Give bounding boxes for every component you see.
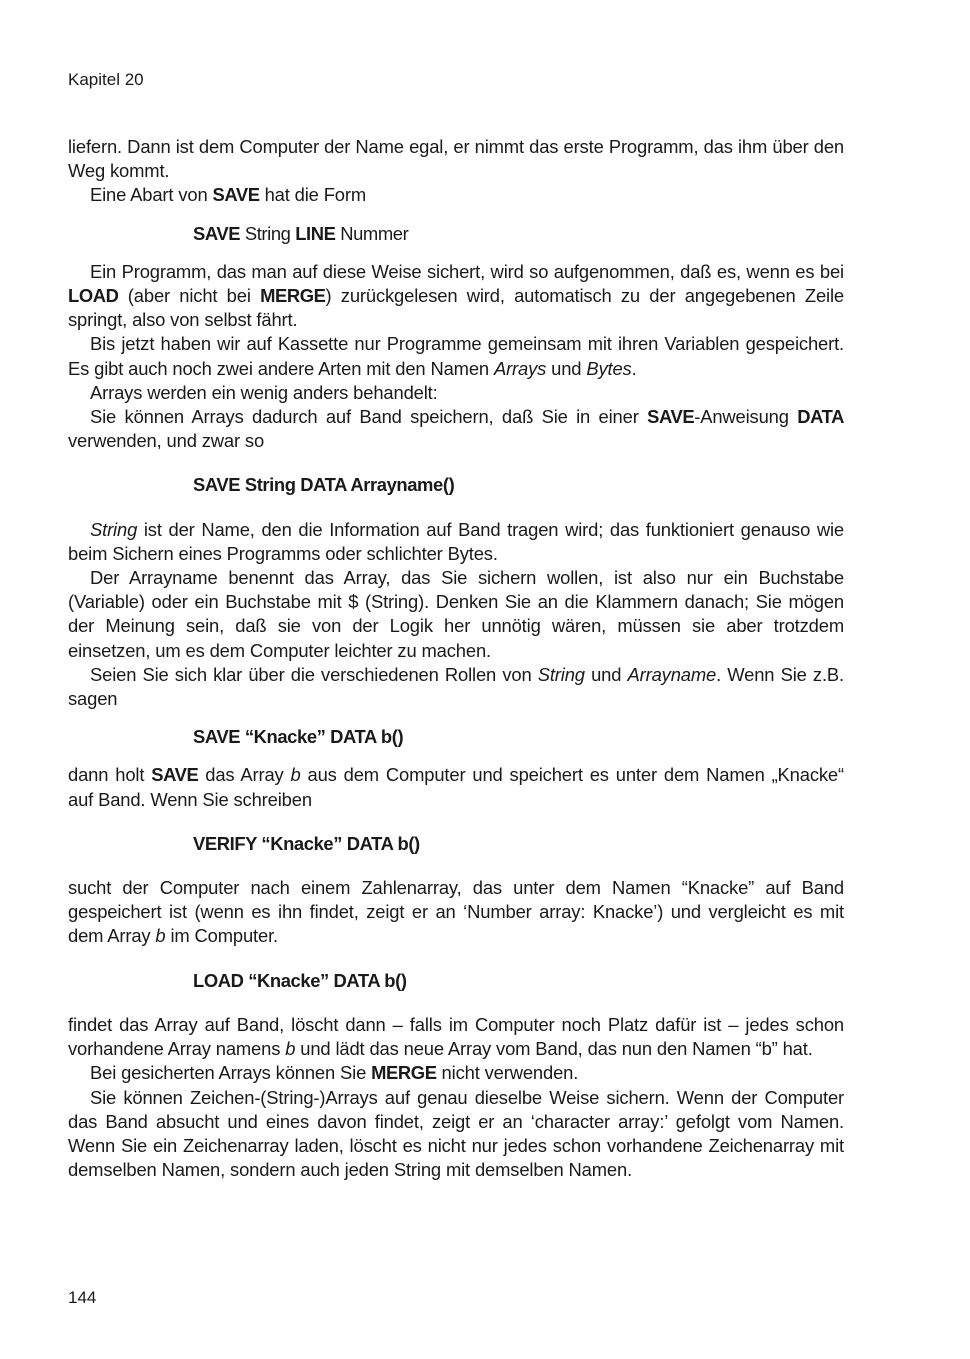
text-run: String (240, 222, 296, 244)
text-run: das Array (198, 764, 291, 786)
text-run: . (631, 357, 637, 379)
text-run: sucht der Computer nach einem Zahlenarray, das unter dem Namen “Knacke” auf Band gespeichert ist (wenn es ihn findet, zeigt er an ‘Number array: Knacke’) und vergleicht es mit dem Array (68, 877, 844, 947)
paragraph (68, 663, 844, 711)
text-run: Eine Abart von (90, 184, 213, 206)
italic-term: Bytes (586, 357, 632, 379)
text-run: Nummer (335, 222, 409, 244)
paragraph (68, 260, 844, 333)
text-run: und (546, 357, 587, 379)
page-body (68, 135, 844, 1182)
paragraph: Arrays werden ein wenig anders behandelt: (90, 381, 438, 403)
text-run: ) zurückgelesen wird, automatisch zu der angegebenen Zeile springt, also von selbst fährt. (68, 285, 844, 331)
paragraph (68, 518, 844, 566)
text-run: findet das Array auf Band, löscht dann – falls im Computer noch Platz dafür ist – jedes schon vorhandene Array namens (68, 1013, 844, 1060)
text-run: nicht verwenden. (436, 1062, 579, 1084)
paragraph (68, 1061, 844, 1085)
italic-term: b (285, 1038, 296, 1060)
code-line-save-line (68, 222, 844, 246)
keyword-merge: MERGE (260, 285, 326, 307)
paragraph (68, 183, 844, 207)
paragraph (68, 763, 844, 811)
code-line-save-data: SAVE String DATA Arrayname() (193, 474, 455, 496)
text-run: Ein Programm, das man auf diese Weise sichert, wird so aufgenommen, daß es, wenn es bei (90, 260, 844, 282)
keyword-load: LOAD (68, 285, 119, 307)
text-run: verwenden, und zwar so (68, 430, 265, 452)
keyword-line: LINE (295, 222, 336, 244)
text-run: im Computer. (165, 925, 279, 947)
paragraph: Sie können Zeichen-(String-)Arrays auf genau dieselbe Weise sichern. Wenn der Computer das Band absucht und eines davon findet, zeigt er an ‘character array:’ gefolgt vom Namen. Wenn Sie ein Zeichenarray laden, löscht es nicht nur jedes schon vorhandene Zeichenarray mit demselben Namen, sondern auch jeden String mit demselben Namen. (68, 1086, 844, 1181)
text-run: . Wenn Sie z.B. sagen (68, 663, 844, 710)
text-run: Bis jetzt haben wir auf Kassette nur Programme gemeinsam mit ihren Variablen gespeichert. Es gibt auch noch zwei andere Arten mit den Namen (68, 333, 844, 379)
code-line-save-knacke: SAVE “Knacke” DATA b() (193, 726, 404, 748)
keyword-data: DATA (797, 406, 844, 428)
italic-term: Arrayname (627, 663, 717, 685)
text-run: -Anweisung (694, 406, 798, 428)
text-run: aus dem Computer und speichert es unter dem Namen „Knacke“ auf Band. Wenn Sie schreiben (68, 764, 844, 810)
text-run: und (584, 663, 628, 685)
paragraph: liefern. Dann ist dem Computer der Name egal, er nimmt das erste Programm, das ihm über den Weg kommt. (68, 136, 844, 182)
italic-term: b (155, 925, 166, 947)
italic-term: String (537, 663, 585, 685)
text-run: ist der Name, den die Information auf Band tragen wird; das funktioniert genauso wie beim Sichern eines Programms oder schlichter Bytes. (68, 518, 844, 564)
keyword-merge: MERGE (371, 1062, 437, 1084)
paragraph (68, 332, 844, 380)
paragraph: Der Arrayname benennt das Array, das Sie sichern wollen, ist also nur ein Buchstabe (Variable) oder ein Buchstabe mit $ (String). Denken Sie an die Klammern danach; Sie mögen der Meinung sein, daß sie von der Logik her unnötig wären, müssen sie aber trotzdem einsetzen, um es dem Computer leichter zu machen. (68, 567, 844, 661)
text-run: Seien Sie sich klar über die verschiedenen Rollen von (90, 663, 538, 685)
keyword-save: SAVE (212, 184, 260, 206)
running-header: Kapitel 20 (68, 70, 144, 89)
paragraph (68, 876, 844, 949)
keyword-save: SAVE (193, 222, 241, 244)
paragraph (68, 1013, 844, 1061)
code-line-verify-knacke: VERIFY “Knacke” DATA b() (193, 832, 420, 854)
paragraph (68, 405, 844, 453)
text-run: (aber nicht bei (118, 285, 261, 307)
text-run: und lädt das neue Array vom Band, das nun den Namen “b” hat. (295, 1038, 813, 1060)
italic-term: Arrays (493, 357, 547, 379)
keyword-save: SAVE (151, 764, 199, 786)
text-run: Bei gesicherten Arrays können Sie (90, 1062, 372, 1084)
italic-term: b (290, 764, 301, 786)
text-run: Sie können Arrays dadurch auf Band speichern, daß Sie in einer (90, 406, 648, 428)
keyword-save: SAVE (647, 406, 695, 428)
code-line-load-knacke: LOAD “Knacke” DATA b() (193, 969, 407, 991)
text-run: hat die Form (259, 184, 367, 206)
italic-term: String (90, 518, 138, 540)
text-run: dann holt (68, 764, 152, 786)
page-number: 144 (68, 1288, 97, 1307)
